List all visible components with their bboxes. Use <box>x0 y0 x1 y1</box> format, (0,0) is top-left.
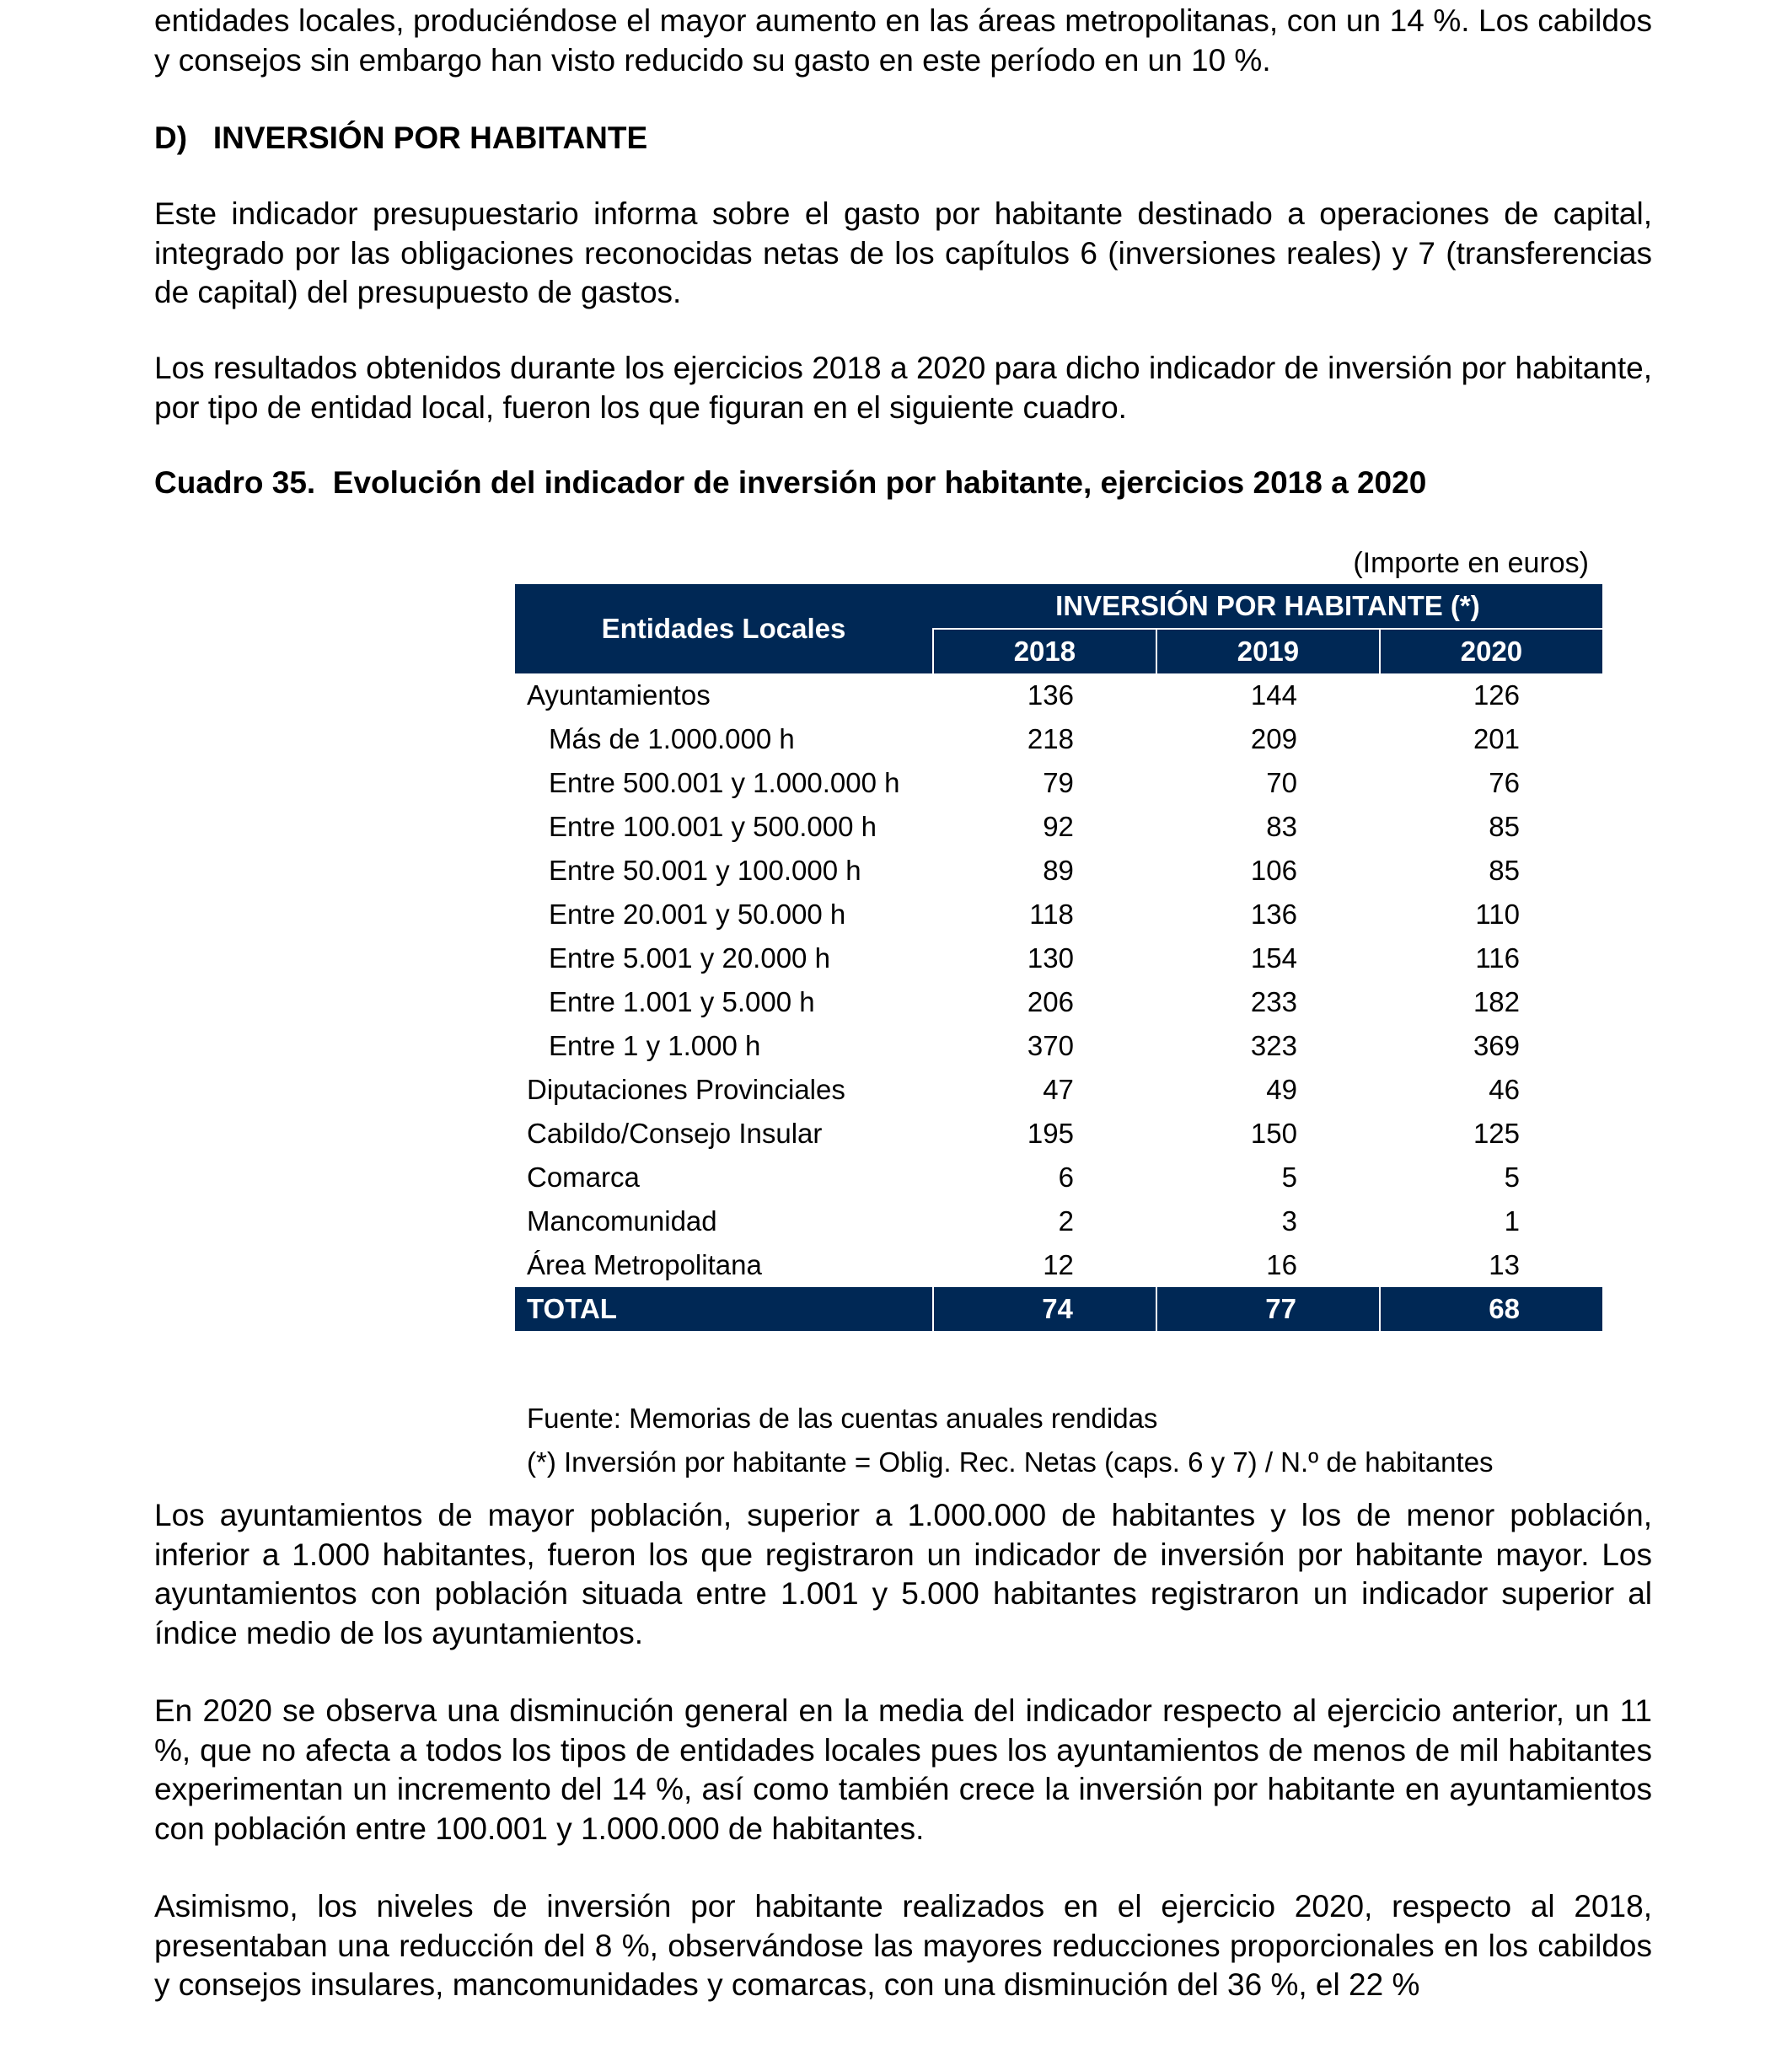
row-value-2019: 70 <box>1266 767 1297 798</box>
header-entities: Entidades Locales <box>515 584 933 673</box>
table-body <box>515 673 1602 1287</box>
row-value-2018: 92 <box>1043 811 1074 842</box>
row-value-2019: 233 <box>1250 986 1297 1017</box>
table-row <box>515 1243 1602 1287</box>
row-label: Mancomunidad <box>527 1205 717 1237</box>
row-label: Comarca <box>527 1162 640 1193</box>
population-paragraph: Los ayuntamientos de mayor población, superior a 1.000.000 de habitantes y los de menor población, inferior a 1.000 habitantes, fueron los que registraron un indicador de inversión por habitante mayor. Los ayuntamientos con población situada entre 1.001 y 5.000 habitantes registraron un indicador superior al índice medio de los ayuntamientos. <box>154 1498 1652 1650</box>
row-value-2020: 5 <box>1504 1162 1520 1193</box>
definition-paragraph: Este indicador presupuestario informa sobre el gasto por habitante destinado a operaciones de capital, integrado por las obligaciones reconocidas netas de los capítulos 6 (inversiones reales) y 7 (transferencias de capital) del presupuesto de gastos. <box>154 196 1652 309</box>
section-heading: D) INVERSIÓN POR HABITANTE <box>154 121 648 155</box>
row-value-2019: 209 <box>1250 723 1297 754</box>
table-row <box>515 805 1602 849</box>
row-value-2020: 85 <box>1489 811 1520 842</box>
total-value-2019: 77 <box>1156 1287 1380 1331</box>
row-value-2019: 106 <box>1250 855 1297 886</box>
table-row <box>515 1199 1602 1243</box>
year-2020-paragraph: En 2020 se observa una disminución general en la media del indicador respecto al ejercicio anterior, un 11 %, que no afecta a todos los tipos de entidades locales pues los ayuntamientos de menos de mil habitantes experimentan un incremento del 14 %, así como también crece la inversión por habitante en ayuntamientos con población entre 100.001 y 1.000.000 de habitantes. <box>154 1693 1652 1846</box>
row-value-2019: 49 <box>1266 1074 1297 1105</box>
total-value-2020: 68 <box>1380 1287 1602 1331</box>
row-label: Cabildo/Consejo Insular <box>527 1118 823 1149</box>
row-value-2018: 2 <box>1058 1205 1074 1237</box>
total-label: TOTAL <box>515 1287 933 1331</box>
row-label: Entre 1.001 y 5.000 h <box>549 986 815 1017</box>
row-value-2020: 13 <box>1489 1249 1520 1280</box>
row-value-2019: 16 <box>1266 1249 1297 1280</box>
table-row <box>515 936 1602 980</box>
row-value-2019: 150 <box>1250 1118 1297 1149</box>
table-row <box>515 717 1602 761</box>
row-value-2019: 323 <box>1250 1030 1297 1061</box>
row-value-2018: 118 <box>1029 899 1074 930</box>
row-value-2020: 1 <box>1504 1205 1520 1237</box>
source-note: Fuente: Memorias de las cuentas anuales rendidas <box>527 1403 1158 1434</box>
row-value-2018: 6 <box>1058 1162 1074 1193</box>
row-value-2020: 110 <box>1475 899 1520 930</box>
header-year-2019: 2019 <box>1156 629 1380 673</box>
row-value-2018: 130 <box>1027 942 1074 974</box>
row-label: Entre 20.001 y 50.000 h <box>549 899 846 930</box>
row-value-2019: 3 <box>1281 1205 1297 1237</box>
table-row <box>515 1068 1602 1112</box>
table-row <box>515 1112 1602 1156</box>
row-value-2020: 369 <box>1473 1030 1520 1061</box>
table-row <box>515 673 1602 717</box>
row-value-2018: 89 <box>1043 855 1074 886</box>
row-value-2019: 83 <box>1266 811 1297 842</box>
row-value-2018: 370 <box>1027 1030 1074 1061</box>
row-value-2020: 126 <box>1473 679 1520 711</box>
row-value-2020: 76 <box>1489 767 1520 798</box>
table-row <box>515 1156 1602 1199</box>
row-label: Entre 1 y 1.000 h <box>549 1030 761 1061</box>
row-label: Entre 50.001 y 100.000 h <box>549 855 861 886</box>
total-value-2018: 74 <box>933 1287 1156 1331</box>
table-row <box>515 761 1602 805</box>
row-label: Área Metropolitana <box>527 1249 762 1280</box>
header-group: INVERSIÓN POR HABITANTE (*) <box>933 584 1602 629</box>
row-value-2020: 125 <box>1473 1118 1520 1149</box>
row-value-2018: 79 <box>1043 767 1074 798</box>
row-value-2020: 116 <box>1475 942 1520 974</box>
table-row <box>515 1024 1602 1068</box>
table-header-row <box>515 584 1602 629</box>
intro-paragraph: entidades locales, produciéndose el mayor aumento en las áreas metropolitanas, con un 14 %. Los cabildos y consejos sin embargo han visto reducido su gasto en este período en un 10 %. <box>154 3 1652 78</box>
table-row <box>515 980 1602 1024</box>
row-label: Más de 1.000.000 h <box>549 723 795 754</box>
row-value-2019: 144 <box>1250 679 1297 711</box>
table-row <box>515 893 1602 936</box>
row-label: Entre 100.001 y 500.000 h <box>549 811 877 842</box>
row-value-2020: 182 <box>1473 986 1520 1017</box>
row-value-2020: 85 <box>1489 855 1520 886</box>
investment-table <box>515 584 1602 1331</box>
row-value-2020: 46 <box>1489 1074 1520 1105</box>
results-paragraph: Los resultados obtenidos durante los ejercicios 2018 a 2020 para dicho indicador de inversión por habitante, por tipo de entidad local, fueron los que figuran en el siguiente cuadro. <box>154 351 1652 425</box>
row-label: Diputaciones Provinciales <box>527 1074 845 1105</box>
row-label: Ayuntamientos <box>527 679 711 711</box>
row-value-2018: 206 <box>1027 986 1074 1017</box>
header-year-2018: 2018 <box>933 629 1156 673</box>
row-value-2018: 195 <box>1027 1118 1074 1149</box>
table-row <box>515 849 1602 893</box>
units-note: (Importe en euros) <box>1353 547 1589 579</box>
row-value-2019: 154 <box>1250 942 1297 974</box>
header-year-2020: 2020 <box>1380 629 1602 673</box>
row-value-2019: 5 <box>1281 1162 1297 1193</box>
formula-note: (*) Inversión por habitante = Oblig. Rec. Netas (caps. 6 y 7) / N.º de habitantes <box>527 1446 1494 1478</box>
row-value-2018: 47 <box>1043 1074 1074 1105</box>
comparison-paragraph: Asimismo, los niveles de inversión por habitante realizados en el ejercicio 2020, respecto al 2018, presentaban una reducción del 8 %, observándose las mayores reducciones proporcionales en los cabildos y consejos insulares, mancomunidades y comarcas, con una disminución del 36 %, el 22 % <box>154 1889 1652 2002</box>
row-value-2020: 201 <box>1473 723 1520 754</box>
row-value-2019: 136 <box>1250 899 1297 930</box>
row-value-2018: 136 <box>1027 679 1074 711</box>
row-value-2018: 12 <box>1043 1249 1074 1280</box>
row-label: Entre 5.001 y 20.000 h <box>549 942 830 974</box>
table-caption: Cuadro 35. Evolución del indicador de inversión por habitante, ejercicios 2018 a 2020 <box>154 465 1427 500</box>
row-label: Entre 500.001 y 1.000.000 h <box>549 767 900 798</box>
row-value-2018: 218 <box>1027 723 1074 754</box>
total-row <box>515 1287 1602 1331</box>
